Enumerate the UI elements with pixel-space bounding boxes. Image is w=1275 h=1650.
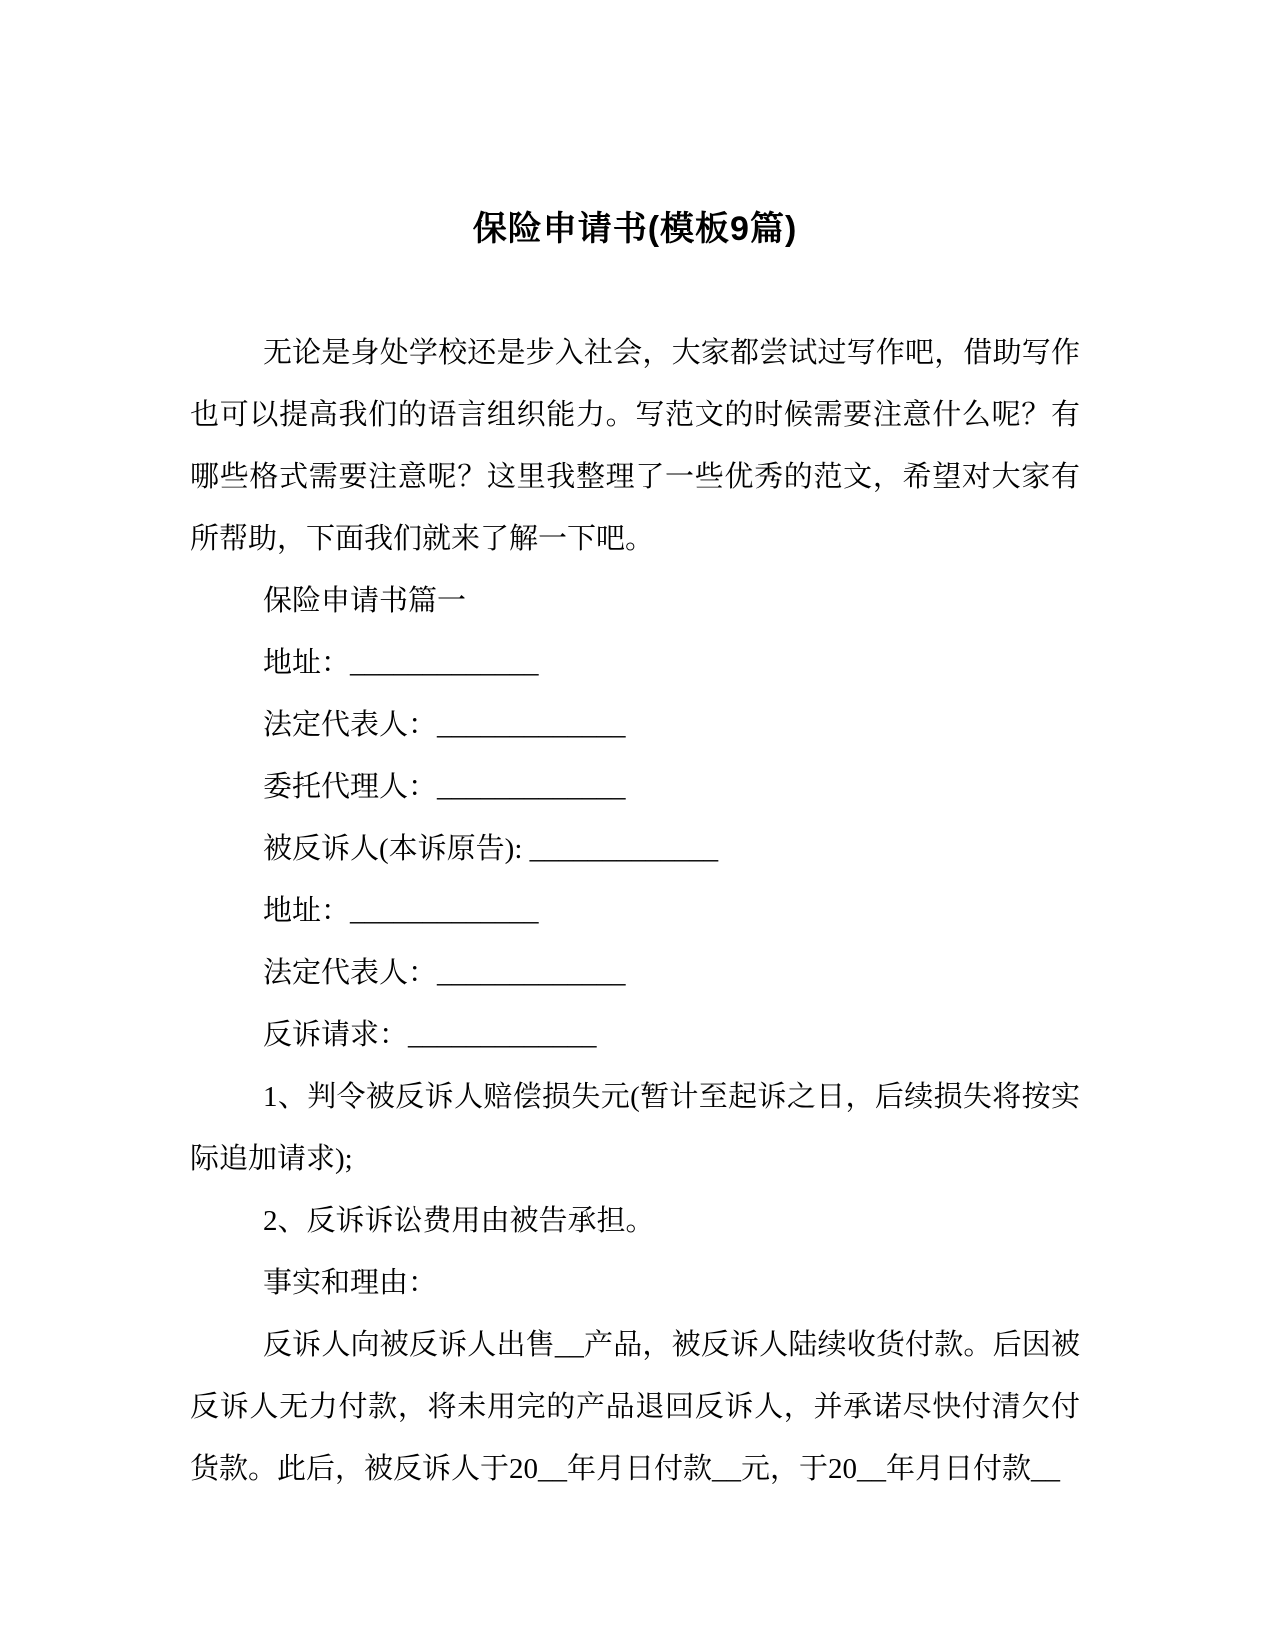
facts-and-reasons-body: 反诉人向被反诉人出售__产品，被反诉人陆续收货付款。后因被反诉人无力付款，将未用完的产品退回反诉人，并承诺尽快付清欠付货款。此后，被反诉人于20__年月日付款__元，于20__年月日付款__ (190, 1329, 1080, 1485)
facts-and-reasons-heading: 事实和理由： (263, 1267, 438, 1299)
field-line-entrusted-agent: 委托代理人：_____________ (263, 771, 626, 803)
document-title: 保险申请书(模板9篇) (472, 210, 798, 248)
field-line-counterclaim-defendant: 被反诉人(本诉原告): _____________ (263, 833, 719, 865)
paragraph-intro: 无论是身处学校还是步入社会，大家都尝试过写作吧，借助写作也可以提高我们的语言组织能力。写范文的时候需要注意什么呢？有哪些格式需要注意呢？这里我整理了一些优秀的范文，希望对大家有所帮助，下面我们就来了解一下吧。 (190, 337, 1080, 555)
field-line-legal-representative-2: 法定代表人：_____________ (263, 957, 626, 989)
claim-item-2: 2、反诉诉讼费用由被告承担。 (263, 1205, 655, 1237)
field-line-address-1: 地址：_____________ (263, 647, 539, 679)
claim-item-1: 1、判令被反诉人赔偿损失元(暂计至起诉之日，后续损失将按实际追加请求); (190, 1081, 1080, 1175)
field-line-counterclaim-request: 反诉请求：_____________ (263, 1019, 597, 1051)
field-line-legal-representative-1: 法定代表人：_____________ (263, 709, 626, 741)
field-line-address-2: 地址：_____________ (263, 895, 539, 927)
section-heading-template-1: 保险申请书篇一 (263, 585, 467, 617)
